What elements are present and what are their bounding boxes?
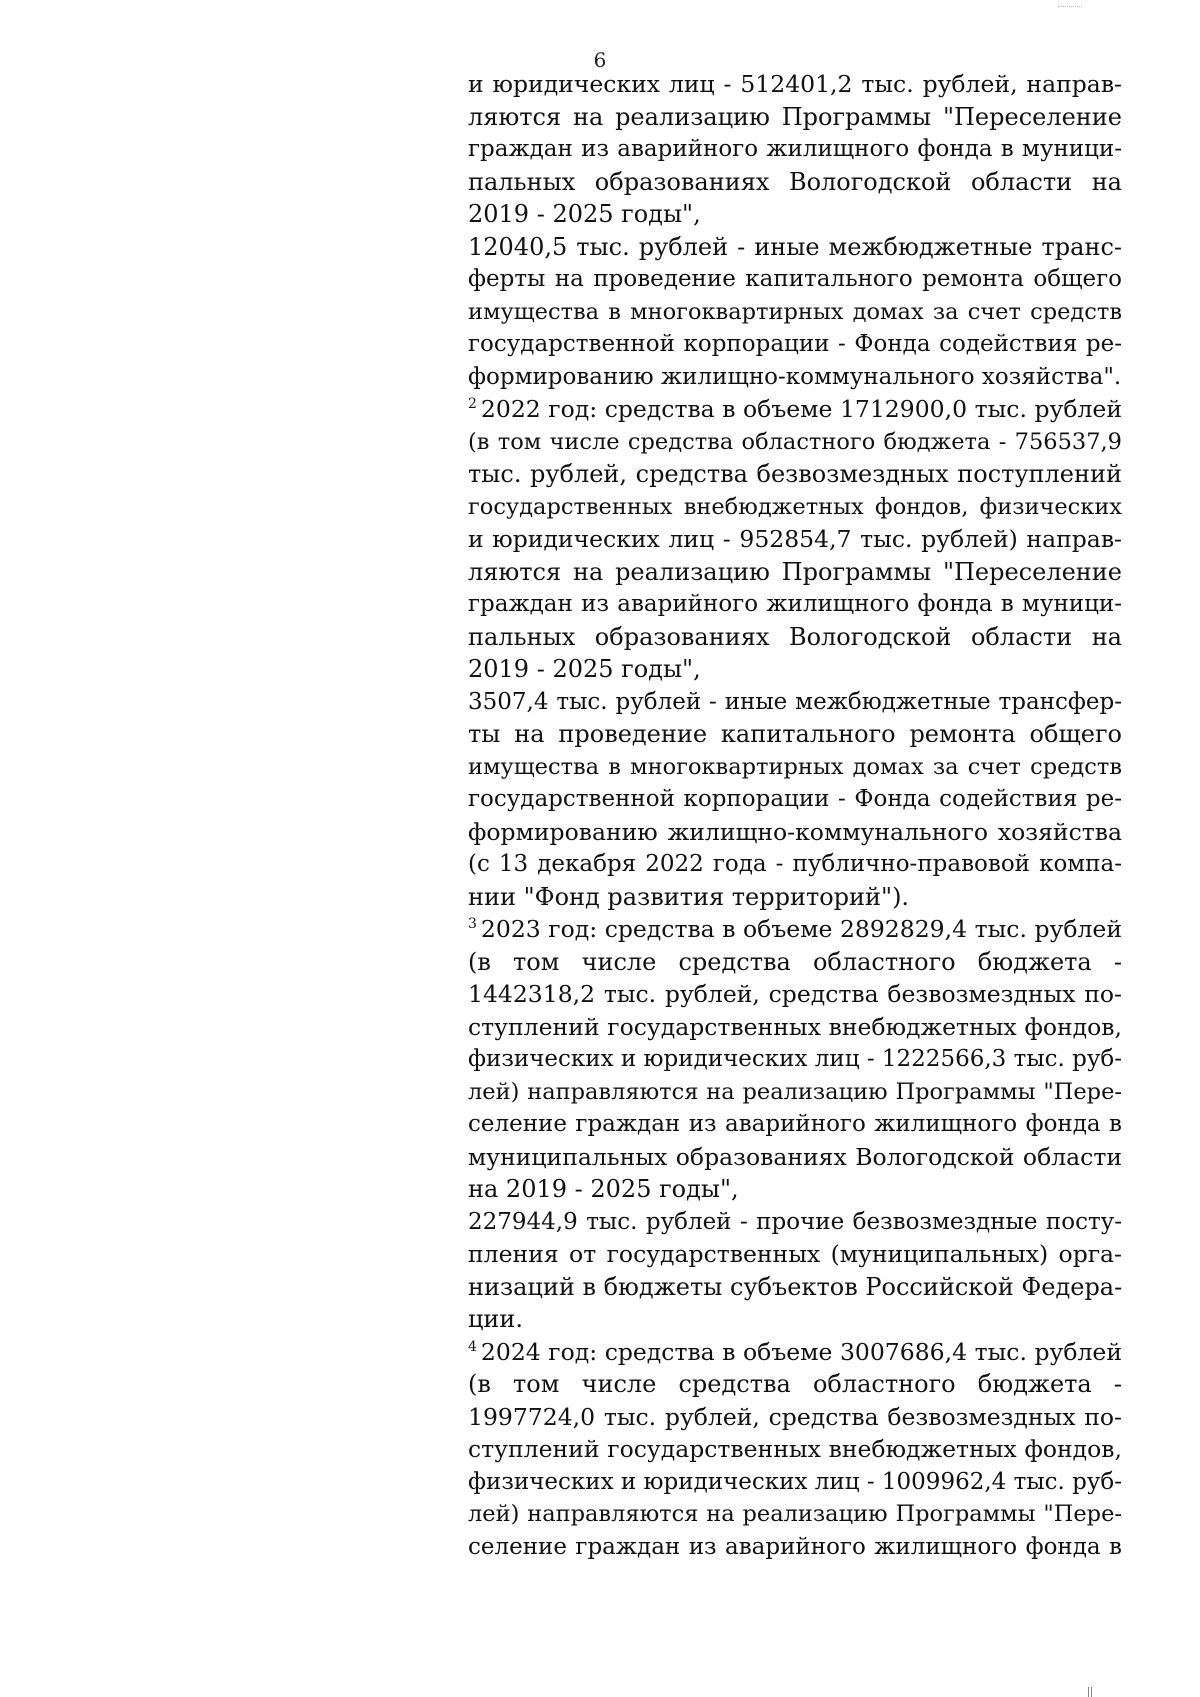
line-text: государственных внебюджетных фондов, физических xyxy=(468,493,1122,520)
text-line xyxy=(468,166,1122,199)
line-text: физических и юридических лиц - 1222566,3 тыс. руб- xyxy=(468,1046,1123,1072)
text-line xyxy=(468,816,1122,849)
line-text: пальных образованиях Вологодской области на xyxy=(468,622,1122,651)
footnote-marker: 3 xyxy=(468,916,477,932)
text-line xyxy=(468,68,1122,101)
text-line xyxy=(468,1206,1122,1239)
line-text: селение граждан из аварийного жилищного фонда в xyxy=(468,1533,1122,1560)
text-line xyxy=(468,426,1122,459)
text-line xyxy=(468,621,1122,654)
line-text: ляются на реализацию Программы "Переселение xyxy=(468,102,1122,131)
line-text: 2019 - 2025 годы", xyxy=(468,200,701,228)
text-line xyxy=(468,1303,1122,1336)
line-text: (в том числе средства областного бюджета - xyxy=(468,1370,1122,1398)
line-text: ции. xyxy=(468,1305,524,1333)
text-line xyxy=(468,1271,1122,1304)
line-text: селение граждан из аварийного жилищного фонда в xyxy=(468,1111,1122,1137)
text-line xyxy=(468,1531,1122,1564)
line-text: имущества в многоквартирных домах за счет средств xyxy=(468,298,1122,325)
text-line xyxy=(468,1173,1122,1206)
text-line xyxy=(468,1433,1122,1466)
text-line xyxy=(468,1368,1122,1401)
text-line xyxy=(468,848,1122,881)
line-text: муниципальных образованиях Вологодской области xyxy=(468,1142,1122,1171)
footnote-marker: 4 xyxy=(468,1338,477,1355)
line-text: тыс. рублей, средства безвозмездных поступлений xyxy=(468,460,1122,488)
text-line xyxy=(468,1466,1122,1499)
line-text: ступлений государственных внебюджетных фондов, xyxy=(468,1012,1122,1041)
text-line xyxy=(468,1401,1122,1434)
text-line xyxy=(468,1498,1122,1531)
text-line xyxy=(468,231,1122,264)
text-line xyxy=(468,718,1122,751)
line-text: нии "Фонд развития территорий"). xyxy=(468,882,910,911)
line-text: 2019 - 2025 годы", xyxy=(468,655,701,683)
line-text: пальных образованиях Вологодской области на xyxy=(468,167,1122,196)
line-text: ляются на реализацию Программы "Переселение xyxy=(468,557,1122,586)
line-text: 1442318,2 тыс. рублей, средства безвозмездных по- xyxy=(468,980,1122,1008)
line-text: имущества в многоквартирных домах за счет средств xyxy=(468,753,1122,780)
text-line xyxy=(468,296,1122,329)
line-text: ты на проведение капитального ремонта общего xyxy=(468,720,1122,748)
line-text: на 2019 - 2025 годы", xyxy=(468,1175,739,1203)
line-text: лей) направляются на реализацию Программы "Пере- xyxy=(468,1501,1122,1527)
text-line xyxy=(468,393,1122,426)
line-text: формированию жилищно-коммунального хозяйства". xyxy=(468,363,1122,390)
text-line xyxy=(468,913,1122,946)
text-line xyxy=(468,686,1122,719)
text-line xyxy=(468,198,1122,231)
line-text: 2023 год: средства в объеме 2892829,4 тыс. рублей xyxy=(480,915,1122,943)
line-text: и юридических лиц - 512401,2 тыс. рублей, направ- xyxy=(468,70,1122,98)
line-text: (в том числе средства областного бюджета - 756537,9 xyxy=(468,428,1122,455)
text-line xyxy=(468,1076,1122,1109)
text-line xyxy=(468,1238,1122,1271)
line-text: пления от государственных (муниципальных) орга- xyxy=(468,1240,1122,1268)
line-text: физических и юридических лиц - 1009962,4 тыс. руб- xyxy=(468,1468,1123,1495)
text-line xyxy=(468,556,1122,589)
line-text: 227944,9 тыс. рублей - прочие безвозмездные посту- xyxy=(468,1208,1122,1235)
footnote-text-column xyxy=(468,68,1122,1563)
text-line xyxy=(468,361,1122,394)
line-text: государственной корпорации - Фонда содействия ре- xyxy=(468,786,1122,812)
line-text: (в том числе средства областного бюджета - xyxy=(468,947,1122,976)
text-line xyxy=(468,458,1122,491)
line-text: 2024 год: средства в объеме 3007686,4 тыс. рублей xyxy=(480,1337,1122,1366)
line-text: ступлений государственных внебюджетных фондов, xyxy=(468,1435,1122,1463)
line-text: лей) направляются на реализацию Программы "Пере- xyxy=(468,1078,1122,1105)
scan-artifact-top xyxy=(1058,0,1082,7)
text-line xyxy=(468,946,1122,979)
scan-artifact-bottom xyxy=(1088,1687,1092,1697)
text-line xyxy=(468,1108,1122,1141)
text-line xyxy=(468,101,1122,134)
text-line xyxy=(468,263,1122,296)
page-number: 6 xyxy=(593,48,607,72)
line-text: 12040,5 тыс. рублей - иные межбюджетные транс- xyxy=(468,232,1122,261)
text-line xyxy=(468,588,1122,621)
text-line xyxy=(468,1011,1122,1044)
text-line xyxy=(468,133,1122,166)
line-text: низаций в бюджеты субъектов Российской Федера- xyxy=(468,1272,1123,1301)
line-text: 2022 год: средства в объеме 1712900,0 тыс. рублей xyxy=(480,395,1122,423)
text-line xyxy=(468,1043,1122,1076)
line-text: формированию жилищно-коммунального хозяйства xyxy=(468,817,1122,846)
line-text: государственной корпорации - Фонда содействия ре- xyxy=(468,331,1122,357)
line-text: граждан из аварийного жилищного фонда в муници- xyxy=(468,136,1122,162)
text-line xyxy=(468,783,1122,816)
text-line xyxy=(468,1336,1122,1369)
line-text: граждан из аварийного жилищного фонда в муници- xyxy=(468,591,1122,617)
line-text: и юридических лиц - 952854,7 тыс. рублей) направ- xyxy=(468,525,1122,553)
text-line xyxy=(468,523,1122,556)
text-line xyxy=(468,1141,1122,1174)
text-line xyxy=(468,978,1122,1011)
footnote-marker: 2 xyxy=(468,396,477,412)
text-line xyxy=(468,328,1122,361)
text-line xyxy=(468,751,1122,784)
text-line xyxy=(468,881,1122,914)
line-text: (с 13 декабря 2022 года - публично-правовой компа- xyxy=(468,851,1122,877)
line-text: 1997724,0 тыс. рублей, средства безвозмездных по- xyxy=(468,1402,1122,1431)
text-line xyxy=(468,653,1122,686)
text-line xyxy=(468,491,1122,524)
line-text: ферты на проведение капитального ремонта общего xyxy=(468,266,1122,292)
line-text: 3507,4 тыс. рублей - иные межбюджетные трансфер- xyxy=(468,688,1122,715)
